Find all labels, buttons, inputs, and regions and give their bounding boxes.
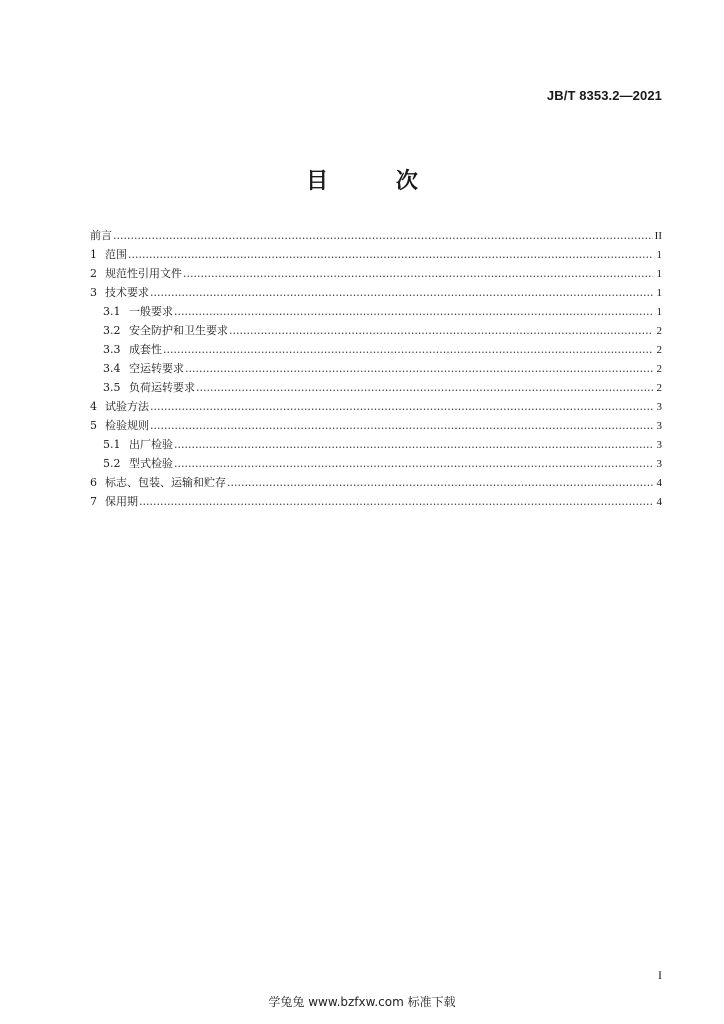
toc-entry-title: 型式检验 (129, 457, 173, 470)
toc-entry[interactable] (90, 340, 662, 359)
toc-leader-dots (150, 397, 653, 416)
toc-entry-page: 2 (656, 363, 662, 375)
toc-entry[interactable] (90, 435, 662, 454)
toc-entry-page: 1 (656, 287, 662, 299)
toc-leader-dots (196, 378, 653, 397)
toc-entry-number: 5 (90, 419, 97, 432)
toc-leader-dots (113, 226, 653, 245)
toc-entry[interactable] (90, 264, 662, 283)
toc-entry[interactable] (90, 454, 662, 473)
toc-entry-number: 3.5 (103, 381, 121, 394)
toc-leader-dots (150, 416, 653, 435)
toc-entry[interactable] (90, 245, 662, 264)
toc-entry-page: 4 (656, 477, 662, 489)
toc-leader-dots (174, 302, 653, 321)
document-code: JB/T 8353.2—2021 (546, 88, 662, 103)
toc-entry-title: 负荷运转要求 (129, 381, 195, 394)
toc-entry[interactable] (90, 321, 662, 340)
toc-leader-dots (150, 283, 653, 302)
toc-entry-title: 空运转要求 (129, 362, 184, 375)
toc-entry-page: 4 (656, 496, 662, 508)
toc-entry-number: 3.4 (103, 362, 121, 375)
toc-entry-number: 6 (90, 476, 97, 489)
toc-entry-number: 3 (90, 286, 97, 299)
toc-entry-number: 3.3 (103, 343, 121, 356)
toc-entry-number: 3.1 (103, 305, 121, 318)
toc-entry-number: 5.2 (103, 457, 121, 470)
toc-entry-page: 2 (656, 325, 662, 337)
toc-entry-title: 出厂检验 (129, 438, 173, 451)
toc-leader-dots (229, 321, 653, 340)
toc-entry[interactable] (90, 359, 662, 378)
toc-entry-number: 2 (90, 267, 97, 280)
toc-entry-number: 3.2 (103, 324, 121, 337)
page-title: 目 次 (306, 169, 448, 194)
toc-leader-dots (174, 435, 653, 454)
toc-entry-page: 3 (656, 458, 662, 470)
toc-entry[interactable] (90, 473, 662, 492)
toc-entry-page: 1 (656, 306, 662, 318)
toc-entry[interactable] (90, 378, 662, 397)
watermark-text: 学兔兔 www.bzfxw.com 标准下载 (268, 995, 456, 1009)
toc-leader-dots (139, 492, 653, 511)
toc-entry-title: 前言 (90, 229, 112, 242)
page-number: I (658, 968, 662, 982)
toc-entry-title: 试验方法 (105, 400, 149, 413)
toc-entry-page: 1 (656, 249, 662, 261)
toc-entry-title: 安全防护和卫生要求 (129, 324, 228, 337)
toc-entry-title: 标志、包装、运输和贮存 (105, 476, 226, 489)
toc-entry-title: 保用期 (105, 495, 138, 508)
toc-leader-dots (174, 454, 653, 473)
toc-entry[interactable] (90, 226, 662, 245)
table-of-contents (90, 226, 662, 511)
toc-entry-number: 1 (90, 248, 97, 261)
toc-entry-number: 5.1 (103, 438, 121, 451)
toc-leader-dots (185, 359, 653, 378)
toc-entry-title: 规范性引用文件 (105, 267, 182, 280)
toc-entry[interactable] (90, 283, 662, 302)
toc-entry-page: II (654, 230, 662, 242)
toc-entry-title: 一般要求 (129, 305, 173, 318)
toc-leader-dots (128, 245, 653, 264)
toc-entry[interactable] (90, 302, 662, 321)
toc-entry-title: 成套性 (129, 343, 162, 356)
toc-entry-page: 2 (656, 344, 662, 356)
toc-entry[interactable] (90, 492, 662, 511)
toc-entry-number: 4 (90, 400, 97, 413)
toc-entry-page: 2 (656, 382, 662, 394)
toc-entry[interactable] (90, 397, 662, 416)
toc-entry-page: 3 (656, 401, 662, 413)
toc-leader-dots (183, 264, 653, 283)
toc-entry[interactable] (90, 416, 662, 435)
toc-entry-title: 检验规则 (105, 419, 149, 432)
toc-leader-dots (163, 340, 653, 359)
toc-entry-page: 3 (656, 439, 662, 451)
toc-entry-page: 3 (656, 420, 662, 432)
toc-entry-title: 技术要求 (105, 286, 149, 299)
toc-leader-dots (227, 473, 653, 492)
toc-entry-page: 1 (656, 268, 662, 280)
toc-entry-number: 7 (90, 495, 97, 508)
toc-entry-title: 范围 (105, 248, 127, 261)
